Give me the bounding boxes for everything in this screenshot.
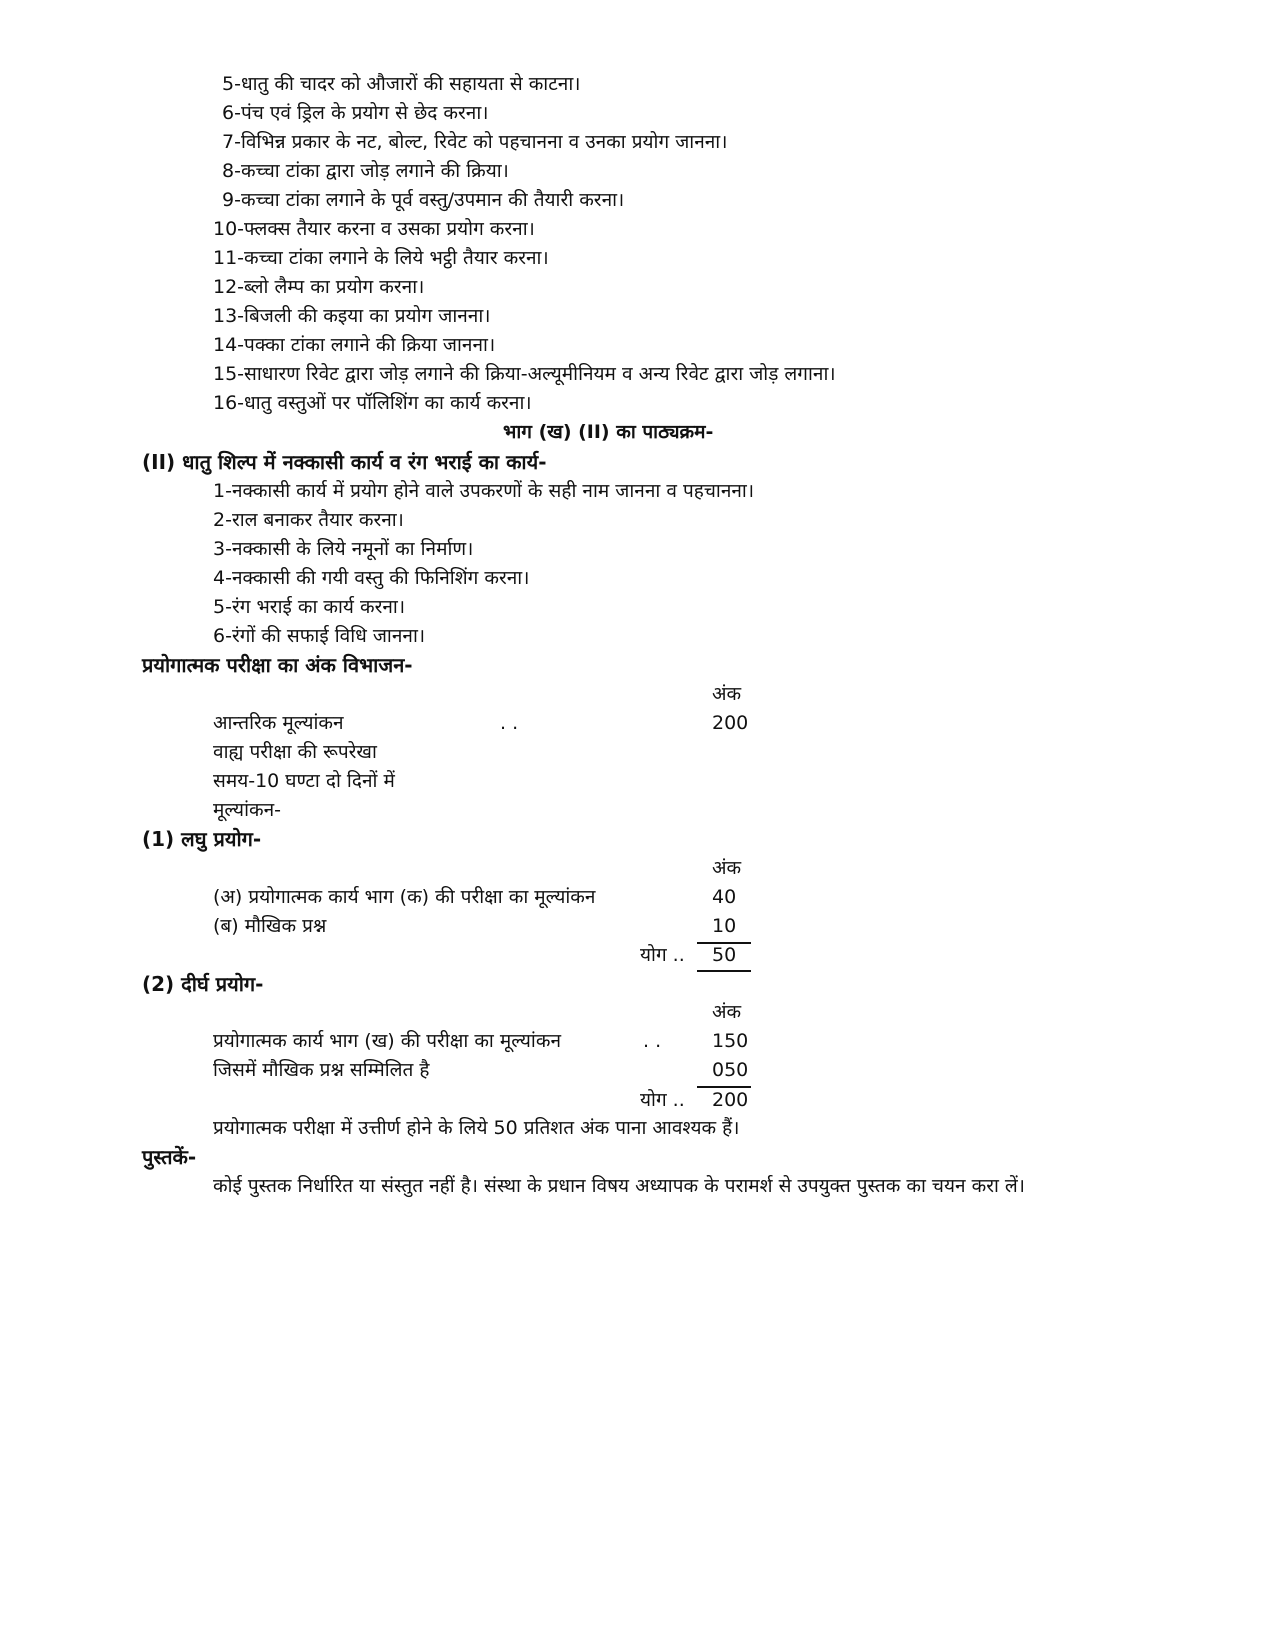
internal-assessment-value: 200 [712,712,749,734]
list-item: 5-रंग भराई का कार्य करना। [213,596,406,618]
marks-heading: प्रयोगात्मक परीक्षा का अंक विभाजन- [142,653,413,677]
list-item: 5-धातु की चादर को औजारों की सहायता से काटना। [222,73,581,95]
internal-assessment-label: आन्तरिक मूल्यांकन [213,712,344,734]
short-practical-row-label: (अ) प्रयोगात्मक कार्य भाग (क) की परीक्षा का मूल्यांकन [213,886,596,908]
short-practical-heading: (1) लघु प्रयोग- [142,827,262,851]
long-practical-row-label: प्रयोगात्मक कार्य भाग (ख) की परीक्षा का मूल्यांकन [213,1030,561,1052]
long-practical-row-value: 050 [712,1059,749,1081]
list-item: 13-बिजली की कइया का प्रयोग जानना। [213,305,491,327]
part-b-subheading: (II) धातु शिल्प में नक्कासी कार्य व रंग भराई का कार्य- [142,450,547,474]
list-item: 12-ब्लो लैम्प का प्रयोग करना। [213,276,425,298]
pass-note: प्रयोगात्मक परीक्षा में उत्तीर्ण होने के लिये 50 प्रतिशत अंक पाना आवश्यक हैं। [213,1117,740,1139]
long-practical-row-dots: . . [643,1030,662,1052]
total-rule [697,970,751,972]
long-practical-row-label: जिसमें मौखिक प्रश्न सम्मिलित है [213,1059,430,1081]
short-practical-row-label: (ब) मौखिक प्रश्न [213,915,327,937]
marks-column-label: अंक [712,857,742,879]
short-practical-row-value: 40 [712,886,737,908]
books-text: कोई पुस्तक निर्धारित या संस्तुत नहीं है। संस्था के प्रधान विषय अध्यापक के परामर्श से उपयुक्त पुस्तक का चयन करा लें। [213,1175,1026,1197]
exam-time: समय-10 घण्टा दो दिनों में [213,770,395,792]
long-practical-heading: (2) दीर्घ प्रयोग- [142,972,264,996]
long-practical-total-value: 200 [712,1089,749,1111]
list-item: 8-कच्चा टांका द्वारा जोड़ लगाने की क्रिया। [222,160,509,182]
short-practical-row-value: 10 [712,915,737,937]
list-item: 2-राल बनाकर तैयार करना। [213,509,404,531]
evaluation-label: मूल्यांकन- [213,799,281,821]
list-item: 1-नक्कासी कार्य में प्रयोग होने वाले उपकरणों के सही नाम जानना व पहचानना। [213,480,755,502]
part-b-heading: भाग (ख) (II) का पाठ्यक्रम- [503,421,714,443]
list-item: 15-साधारण रिवेट द्वारा जोड़ लगाने की क्रिया-अल्यूमीनियम व अन्य रिवेट द्वारा जोड़ लगाना। [213,363,836,385]
list-item: 14-पक्का टांका लगाने की क्रिया जानना। [213,334,496,356]
internal-assessment-dots: . . [500,712,519,734]
external-outline: वाह्य परीक्षा की रूपरेखा [213,741,377,763]
books-heading: पुस्तकें- [142,1145,197,1169]
list-item: 16-धातु वस्तुओं पर पॉलिशिंग का कार्य करना। [213,392,532,414]
list-item: 7-विभिन्न प्रकार के नट, बोल्ट, रिवेट को पहचानना व उनका प्रयोग जानना। [222,131,728,153]
list-item: 11-कच्चा टांका लगाने के लिये भट्ठी तैयार करना। [213,247,549,269]
list-item: 3-नक्कासी के लिये नमूनों का निर्माण। [213,538,474,560]
long-practical-total-label: योग .. [640,1089,685,1111]
list-item: 10-फ्लक्स तैयार करना व उसका प्रयोग करना। [213,218,535,240]
list-item: 6-पंच एवं ड्रिल के प्रयोग से छेद करना। [222,102,489,124]
list-item: 4-नक्कासी की गयी वस्तु की फिनिशिंग करना। [213,567,530,589]
short-practical-total-value: 50 [712,944,737,966]
marks-column-label: अंक [712,1001,742,1023]
list-item: 6-रंगों की सफाई विधि जानना। [213,625,426,647]
short-practical-total-label: योग .. [640,944,685,966]
long-practical-row-value: 150 [712,1030,749,1052]
marks-column-label: अंक [712,683,742,705]
list-item: 9-कच्चा टांका लगाने के पूर्व वस्तु/उपमान की तैयारी करना। [222,189,625,211]
